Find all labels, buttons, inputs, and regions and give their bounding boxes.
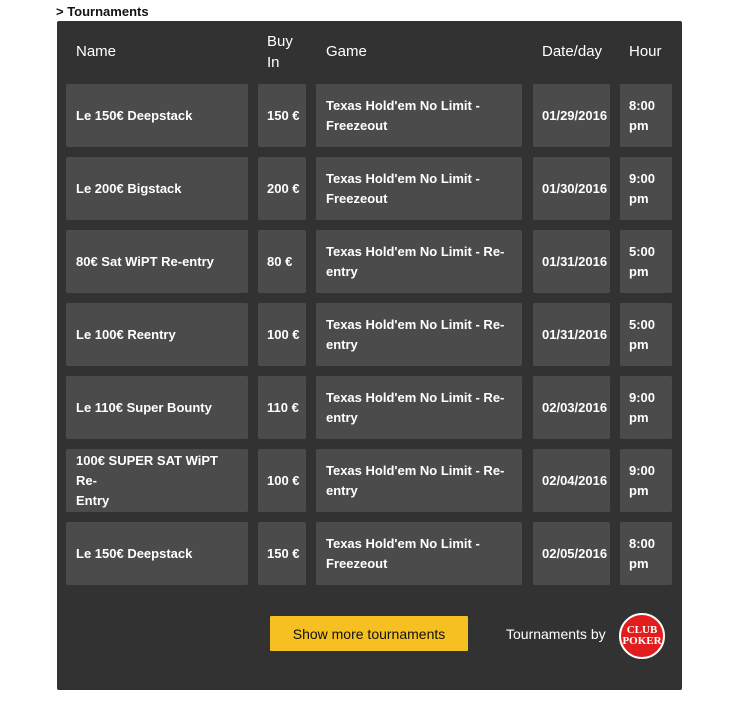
logo-text-line1: CLUB [626, 624, 658, 636]
hour-cell [620, 522, 672, 585]
header-date: Date/day [542, 43, 603, 60]
breadcrumb: > Tournaments [56, 4, 149, 19]
tournament-name-line1: Le 110€ Super Bounty [76, 399, 212, 415]
table-row[interactable] [57, 84, 682, 147]
hour-line2: pm [629, 555, 649, 571]
hour-line1: 5:00 [629, 243, 656, 259]
hour-line2: pm [629, 190, 649, 206]
game-line1: Texas Hold'em No Limit - Re- [326, 389, 505, 405]
buyin-cell [258, 230, 306, 293]
date-value: 02/05/2016 [542, 545, 608, 561]
date-value: 01/29/2016 [542, 107, 608, 123]
header-hour: Hour [629, 43, 662, 60]
date-cell [533, 303, 610, 366]
tournament-name-line1: Le 150€ Deepstack [76, 545, 193, 561]
club-poker-logo[interactable] [619, 613, 665, 659]
date-value: 01/30/2016 [542, 180, 608, 196]
game-cell [316, 84, 522, 147]
hour-cell [620, 157, 672, 220]
table-row[interactable] [57, 230, 682, 293]
date-cell [533, 376, 610, 439]
hour-line2: pm [629, 482, 649, 498]
date-value: 02/04/2016 [542, 472, 608, 488]
hour-line2: pm [629, 263, 649, 279]
game-line1: Texas Hold'em No Limit - Re- [326, 243, 505, 259]
tournament-name[interactable] [66, 522, 248, 585]
game-line2: Freezeout [326, 117, 388, 133]
header-name: Name [76, 43, 117, 60]
game-line1: Texas Hold'em No Limit - Re- [326, 462, 505, 478]
hour-line1: 8:00 [629, 97, 656, 113]
game-line2: entry [326, 336, 358, 352]
buyin-cell [258, 157, 306, 220]
tournament-name-line1: Le 200€ Bigstack [76, 180, 182, 196]
buyin-cell [258, 376, 306, 439]
date-value: 02/03/2016 [542, 399, 608, 415]
hour-line1: 9:00 [629, 170, 656, 186]
table-row[interactable] [57, 449, 682, 512]
header-buyin-line2: In [267, 54, 280, 71]
buyin-value: 150 € [267, 545, 300, 561]
tournament-name-line1: Le 100€ Reentry [76, 326, 176, 342]
game-cell [316, 157, 522, 220]
game-line2: entry [326, 409, 358, 425]
hour-cell [620, 84, 672, 147]
tournament-name[interactable] [66, 303, 248, 366]
table-row[interactable] [57, 303, 682, 366]
hour-line1: 5:00 [629, 316, 656, 332]
buyin-cell [258, 303, 306, 366]
game-line2: entry [326, 263, 358, 279]
date-cell [533, 84, 610, 147]
game-cell [316, 449, 522, 512]
tournaments-by-label: Tournaments by [506, 626, 606, 642]
buyin-cell [258, 449, 306, 512]
buyin-value: 80 € [267, 253, 293, 269]
buyin-cell [258, 522, 306, 585]
table-row[interactable] [57, 522, 682, 585]
tournament-name[interactable] [66, 230, 248, 293]
game-cell [316, 376, 522, 439]
hour-line2: pm [629, 409, 649, 425]
header-game: Game [326, 43, 367, 60]
hour-cell [620, 303, 672, 366]
header-buyin-line1: Buy [267, 33, 293, 50]
game-cell [316, 303, 522, 366]
tournament-name-line2: Entry [76, 492, 110, 508]
logo-text-line2: POKER [622, 635, 662, 647]
date-value: 01/31/2016 [542, 326, 608, 342]
buyin-value: 100 € [267, 472, 300, 488]
hour-line1: 9:00 [629, 389, 656, 405]
hour-line2: pm [629, 117, 649, 133]
tournament-name[interactable] [66, 449, 248, 512]
hour-line1: 9:00 [629, 462, 656, 478]
game-line2: Freezeout [326, 555, 388, 571]
show-more-tournaments-button[interactable]: Show more tournaments [270, 616, 468, 651]
hour-line2: pm [629, 336, 649, 352]
game-line1: Texas Hold'em No Limit - Re- [326, 316, 505, 332]
buyin-value: 110 € [267, 399, 299, 415]
buyin-value: 100 € [267, 326, 300, 342]
tournament-name-line1: 100€ SUPER SAT WiPT Re- [76, 452, 218, 488]
game-line1: Texas Hold'em No Limit - [326, 535, 480, 551]
tournament-name-line1: Le 150€ Deepstack [76, 107, 193, 123]
header-buyin [267, 31, 293, 73]
hour-cell [620, 230, 672, 293]
game-cell [316, 522, 522, 585]
hour-cell [620, 376, 672, 439]
date-cell [533, 157, 610, 220]
buyin-value: 150 € [267, 107, 300, 123]
tournament-name[interactable] [66, 84, 248, 147]
buyin-cell [258, 84, 306, 147]
game-line2: entry [326, 482, 358, 498]
date-cell [533, 230, 610, 293]
date-cell [533, 522, 610, 585]
tournament-name-line1: 80€ Sat WiPT Re-entry [76, 253, 214, 269]
tournaments-panel [57, 21, 682, 690]
buyin-value: 200 € [267, 180, 300, 196]
tournament-name[interactable] [66, 376, 248, 439]
game-line1: Texas Hold'em No Limit - [326, 170, 480, 186]
table-row[interactable] [57, 157, 682, 220]
hour-line1: 8:00 [629, 535, 656, 551]
date-cell [533, 449, 610, 512]
date-value: 01/31/2016 [542, 253, 608, 269]
game-line1: Texas Hold'em No Limit - [326, 97, 480, 113]
tournament-name[interactable] [66, 157, 248, 220]
game-line2: Freezeout [326, 190, 388, 206]
game-cell [316, 230, 522, 293]
table-row[interactable] [57, 376, 682, 439]
hour-cell [620, 449, 672, 512]
